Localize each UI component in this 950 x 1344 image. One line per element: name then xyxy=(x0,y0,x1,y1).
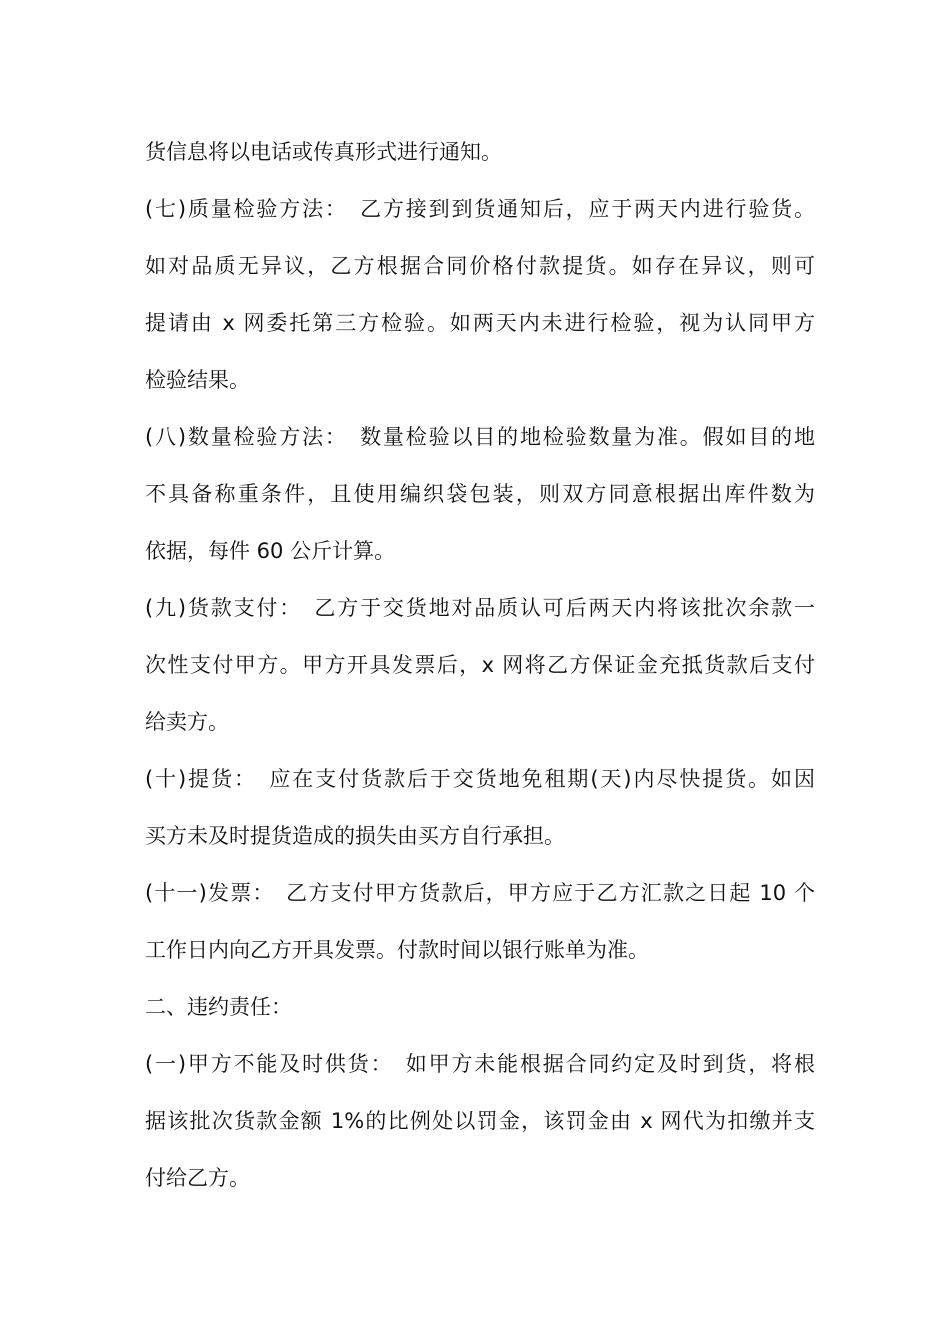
text-line: 买方未及时提货造成的损失由买方自行承担。 xyxy=(145,824,565,848)
text-line: 提请由 x 网委托第三方检验。如两天内未进行检验，视为认同甲方 xyxy=(145,311,815,335)
text-line: 不具备称重条件，且使用编织袋包装，则双方同意根据出库件数为 xyxy=(145,482,815,506)
text-line: (十一)发票： 乙方支付甲方货款后，甲方应于乙方汇款之日起 10 个 xyxy=(145,881,815,905)
text-line: 依据，每件 60 公斤计算。 xyxy=(145,539,396,563)
text-line: (七)质量检验方法： 乙方接到到货通知后，应于两天内进行验货。 xyxy=(145,197,815,221)
text-line: 检验结果。 xyxy=(145,368,250,392)
text-line: (十)提货： 应在支付货款后于交货地免租期(天)内尽快提货。如因 xyxy=(145,767,815,791)
text-line: (九)货款支付： 乙方于交货地对品质认可后两天内将该批次余款一 xyxy=(145,596,815,620)
text-line: 次性支付甲方。甲方开具发票后，x 网将乙方保证金充抵货款后支付 xyxy=(145,653,815,677)
text-line: (八)数量检验方法： 数量检验以目的地检验数量为准。假如目的地 xyxy=(145,425,815,449)
text-line: 据该批次货款金额 1%的比例处以罚金，该罚金由 x 网代为扣缴并支 xyxy=(145,1109,815,1133)
text-line: (一)甲方不能及时供货： 如甲方未能根据合同约定及时到货，将根 xyxy=(145,1052,815,1076)
section-heading: 二、违约责任： xyxy=(145,995,292,1019)
text-line: 货信息将以电话或传真形式进行通知。 xyxy=(145,140,502,164)
text-line: 付给乙方。 xyxy=(145,1166,250,1190)
text-line: 工作日内向乙方开具发票。付款时间以银行账单为准。 xyxy=(145,938,649,962)
text-line: 如对品质无异议，乙方根据合同价格付款提货。如存在异议，则可 xyxy=(145,254,815,278)
text-line: 给卖方。 xyxy=(145,710,229,734)
